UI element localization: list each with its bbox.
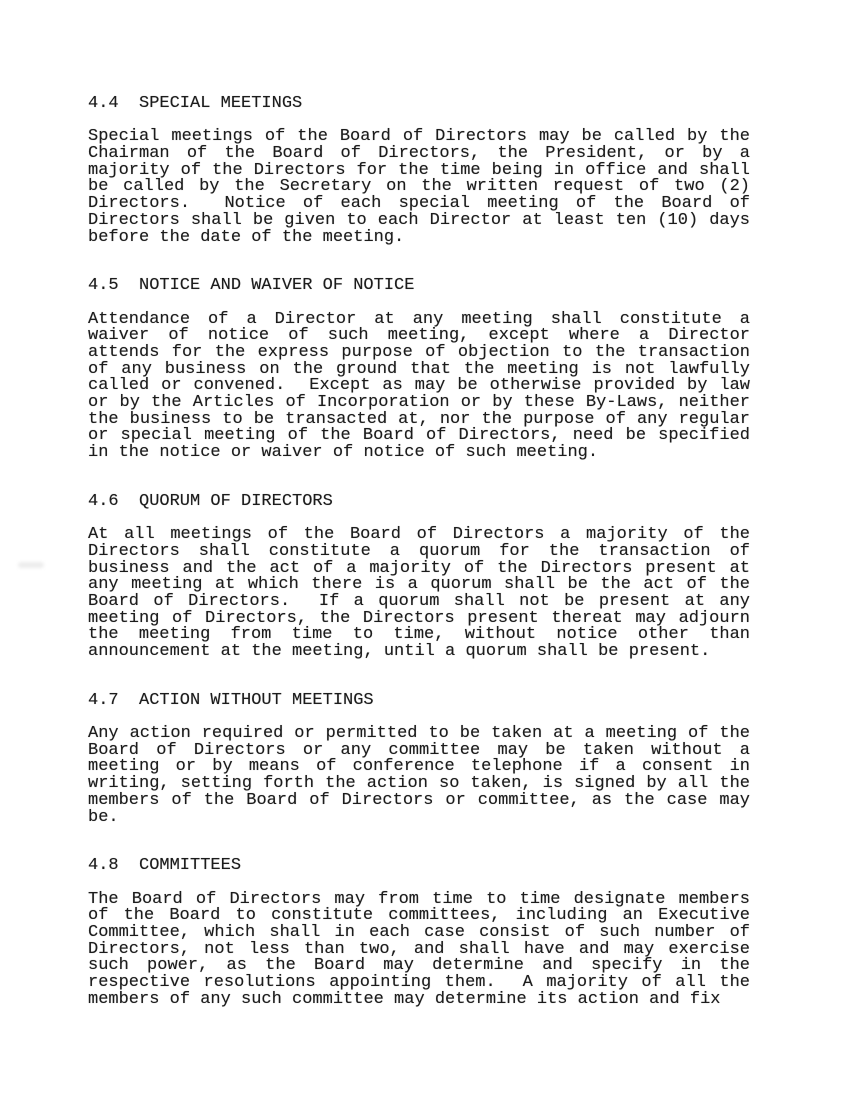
paragraph-line: Chairman of the Board of Directors, the President, or by a (88, 144, 750, 163)
paragraph-line: At all meetings of the Board of Directors a majority of the (88, 525, 750, 545)
paragraph-line: Directors shall constitute a quorum for the transaction of (88, 541, 750, 561)
paragraph-line: members of the Board of Directors or committee, as the case may (88, 790, 750, 810)
paragraph-line: The Board of Directors may from time to time designate members (88, 889, 750, 909)
paragraph-line: Committee, which shall in each case consist of such number of (88, 922, 750, 942)
paragraph-line: attends for the express purpose of objection to the transaction (88, 342, 750, 362)
paragraph-line: Directors shall be given to each Director at least ten (10) days (88, 210, 750, 230)
section-title: NOTICE AND WAIVER OF NOTICE (139, 276, 415, 296)
section-number: 4.4 (88, 94, 119, 113)
section-title: COMMITTEES (139, 856, 242, 876)
section-paragraph (88, 527, 750, 661)
paragraph-line: business and the act of a majority of the Directors present at (88, 558, 750, 578)
section-4.7 (88, 690, 750, 827)
paragraph-line: the business to be transacted at, nor the purpose of any regular (88, 409, 750, 429)
paragraph-line: Directors, not less than two, and shall have and may exercise (88, 939, 750, 959)
paragraph-line: be called by the Secretary on the written request of two (2) (88, 177, 750, 197)
paragraph-line: of any business on the ground that the meeting is not lawfully (88, 359, 750, 379)
paragraph-line: members of any such committee may determine its action and fix (88, 989, 721, 1009)
section-title: SPECIAL MEETINGS (139, 94, 303, 113)
paragraph-line: meeting or by means of conference telephone if a consent in (88, 757, 750, 777)
paragraph-line: or special meeting of the Board of Directors, need be specified (88, 426, 750, 446)
section-4.6 (88, 491, 750, 662)
paragraph-line: meeting of Directors, the Directors present thereat may adjourn (88, 608, 750, 628)
paragraph-line: Attendance of a Director at any meeting shall constitute a (88, 309, 750, 329)
section-heading (88, 96, 750, 113)
paragraph-line: or by the Articles of Incorporation or by these By-Laws, neither (88, 393, 750, 413)
paragraph-line: in the notice or waiver of notice of such meeting. (88, 443, 599, 463)
section-paragraph (88, 129, 750, 246)
paragraph-line: such power, as the Board may determine and specify in the (88, 956, 750, 976)
section-4.4 (88, 96, 750, 246)
document-body (88, 96, 750, 1041)
paragraph-line: announcement at the meeting, until a quorum shall be present. (88, 642, 711, 662)
paragraph-line: respective resolutions appointing them. A majority of all the (88, 973, 750, 993)
paragraph-line: the meeting from time to time, without notice other than (88, 625, 750, 645)
paragraph-line: any meeting at which there is a quorum shall be the act of the (88, 575, 750, 595)
paragraph-line: Board of Directors. If a quorum shall not be present at any (88, 591, 750, 611)
paragraph-line: be. (88, 807, 119, 827)
section-title: ACTION WITHOUT MEETINGS (139, 690, 374, 710)
paragraph-line: of the Board to constitute committees, including an Executive (88, 906, 750, 926)
paragraph-line: called or convened. Except as may be otherwise provided by law (88, 376, 750, 396)
section-heading (88, 858, 750, 875)
scan-artifact (18, 562, 44, 568)
paragraph-line: waiver of notice of such meeting, except where a Director (88, 326, 750, 346)
section-title: QUORUM OF DIRECTORS (139, 491, 333, 511)
paragraph-line: Board of Directors or any committee may be taken without a (88, 740, 750, 760)
paragraph-line: writing, setting forth the action so taken, is signed by all the (88, 774, 750, 794)
paragraph-line: Directors. Notice of each special meeting of the Board of (88, 194, 750, 214)
section-4.5 (88, 278, 750, 462)
paragraph-line: Special meetings of the Board of Directors may be called by the (88, 127, 750, 147)
section-heading (88, 690, 750, 710)
section-number: 4.6 (88, 491, 119, 511)
section-number: 4.7 (88, 690, 119, 710)
section-number: 4.5 (88, 276, 119, 296)
section-4.8 (88, 858, 750, 1008)
section-heading (88, 491, 750, 511)
section-heading (88, 278, 750, 295)
section-paragraph (88, 309, 750, 463)
paragraph-line: majority of the Directors for the time being in office and shall (88, 160, 750, 180)
paragraph-line: before the date of the meeting. (88, 227, 405, 247)
section-paragraph (88, 889, 750, 1009)
section-paragraph (88, 726, 750, 826)
section-number: 4.8 (88, 856, 119, 876)
paragraph-line: Any action required or permitted to be taken at a meeting of the (88, 724, 750, 744)
